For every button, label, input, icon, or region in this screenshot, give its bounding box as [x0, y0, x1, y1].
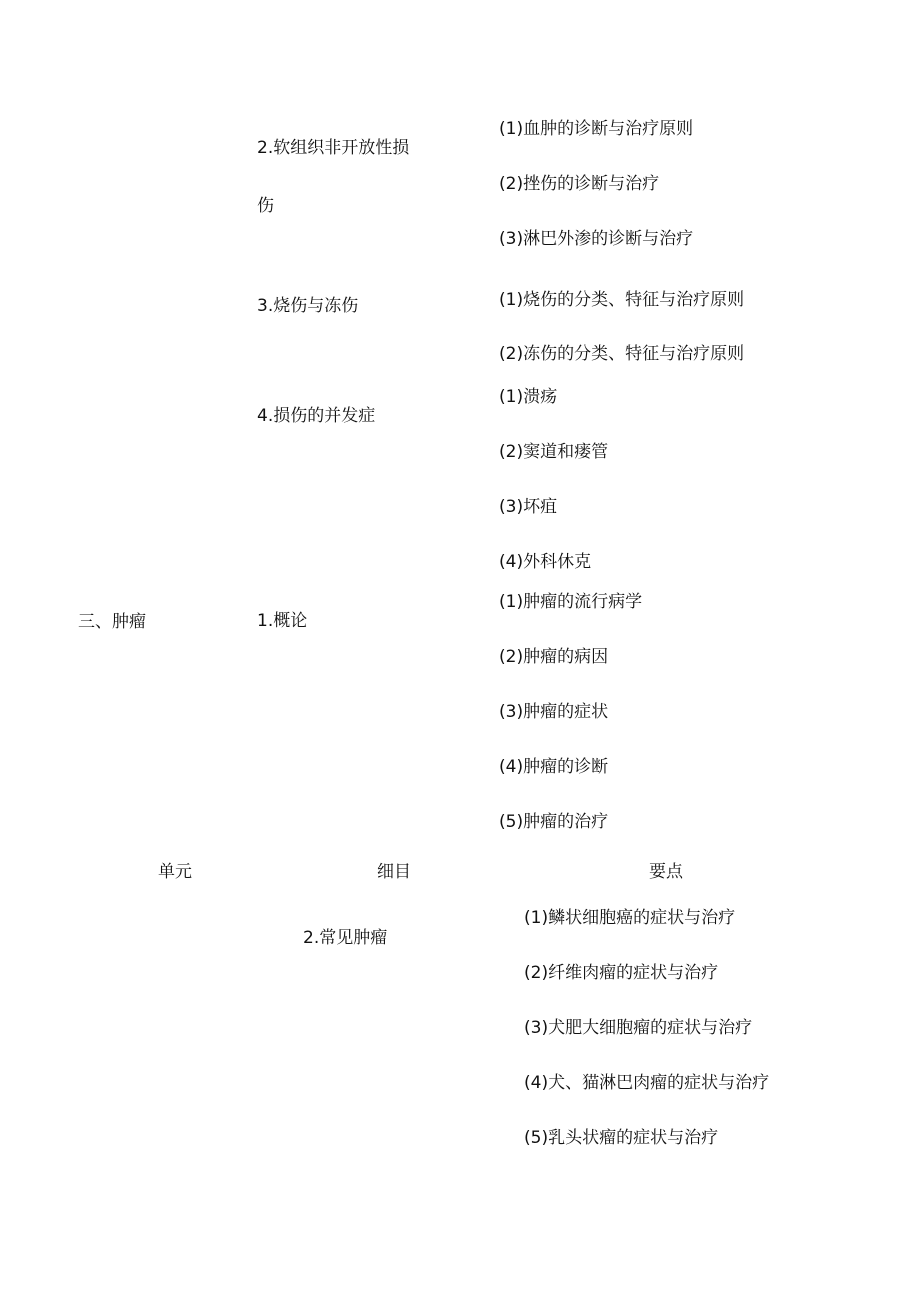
header-points: 要点 — [649, 862, 683, 882]
detail-line: 1.概论 — [257, 611, 308, 631]
point-item: (4)肿瘤的诊断 — [499, 757, 609, 777]
detail-line: 3.烧伤与冻伤 — [257, 296, 359, 316]
detail-line: 伤 — [257, 196, 274, 216]
unit-tumor: 三、肿瘤 — [78, 612, 146, 632]
detail-line: 2.常见肿瘤 — [303, 928, 388, 948]
point-item: (1)血肿的诊断与治疗原则 — [499, 119, 694, 139]
point-item: (2)窦道和瘘管 — [499, 442, 609, 462]
point-item: (2)纤维肉瘤的症状与治疗 — [524, 963, 719, 983]
point-item: (3)肿瘤的症状 — [499, 702, 609, 722]
point-item: (1)鳞状细胞癌的症状与治疗 — [524, 908, 736, 928]
point-item: (1)烧伤的分类、特征与治疗原则 — [499, 290, 745, 310]
detail-line: 2.软组织非开放性损 — [257, 138, 410, 158]
point-item: (3)坏疽 — [499, 497, 558, 517]
point-item: (4)犬、猫淋巴肉瘤的症状与治疗 — [524, 1073, 770, 1093]
point-item: (1)溃疡 — [499, 387, 558, 407]
point-item: (2)肿瘤的病因 — [499, 647, 609, 667]
point-item: (5)乳头状瘤的症状与治疗 — [524, 1128, 719, 1148]
point-item: (2)挫伤的诊断与治疗 — [499, 174, 660, 194]
point-item: (5)肿瘤的治疗 — [499, 812, 609, 832]
header-unit: 单元 — [158, 862, 192, 882]
point-item: (2)冻伤的分类、特征与治疗原则 — [499, 344, 745, 364]
detail-line: 4.损伤的并发症 — [257, 406, 376, 426]
header-detail: 细目 — [377, 862, 411, 882]
point-item: (1)肿瘤的流行病学 — [499, 592, 643, 612]
point-item: (3)犬肥大细胞瘤的症状与治疗 — [524, 1018, 753, 1038]
point-item: (4)外科休克 — [499, 552, 592, 572]
point-item: (3)淋巴外渗的诊断与治疗 — [499, 229, 694, 249]
